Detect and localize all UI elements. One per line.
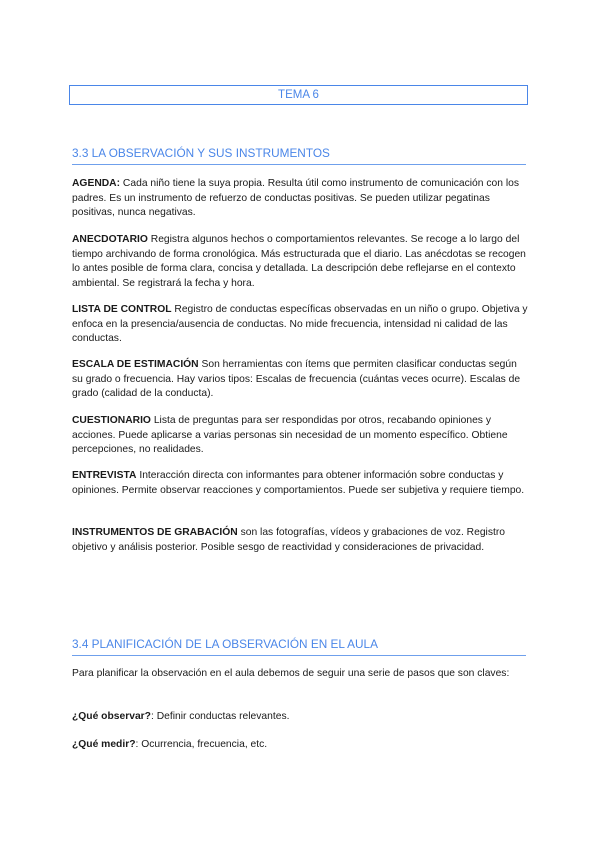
- section-heading-planificacion: 3.4 PLANIFICACIÓN DE LA OBSERVACIÓN EN EL AULA: [72, 636, 526, 656]
- term-instrumentos-grabacion: INSTRUMENTOS DE GRABACIÓN: [72, 527, 238, 538]
- desc-lista-control: Registro de conductas específicas observadas en un niño o grupo. Objetiva y enfoca en la presencia/ausencia de conductas. No mide frecuencia, intensidad ni calidad de las conductas.: [72, 304, 528, 345]
- section-heading-observation: 3.3 LA OBSERVACIÓN Y SUS INSTRUMENTOS: [72, 145, 526, 165]
- item-cuestionario: [72, 414, 528, 458]
- term-agenda: AGENDA:: [72, 178, 121, 189]
- planificacion-intro: Para planificar la observación en el aula debemos de seguir una serie de pasos que son claves:: [72, 668, 510, 679]
- term-cuestionario: CUESTIONARIO: [72, 415, 151, 426]
- item-que-observar: [72, 710, 528, 725]
- item-agenda: [72, 177, 528, 221]
- item-que-medir: [72, 738, 528, 753]
- item-entrevista: [72, 469, 528, 498]
- term-anecdotario: ANECDOTARIO: [72, 234, 148, 245]
- term-entrevista: ENTREVISTA: [72, 470, 137, 481]
- desc-agenda: Cada niño tiene la suya propia. Resulta útil como instrumento de comunicación con los padres. Es un instrumento de refuerzo de conductas positivas. Se pueden utilizar pegatinas positivas, nunca negativas.: [72, 178, 520, 219]
- term-que-medir: ¿Qué medir?: [72, 739, 136, 750]
- item-anecdotario: [72, 233, 528, 292]
- term-escala-estimacion: ESCALA DE ESTIMACIÓN: [72, 359, 199, 370]
- term-lista-control: LISTA DE CONTROL: [72, 304, 172, 315]
- desc-instrumentos-grabacion: son las fotografías, vídeos y grabaciones de voz. Registro objetivo y análisis posterior. Posible sesgo de reactividad y consideraciones de privacidad.: [72, 527, 506, 553]
- desc-que-observar: : Definir conductas relevantes.: [150, 711, 290, 722]
- desc-que-medir: : Ocurrencia, frecuencia, etc.: [135, 739, 268, 750]
- item-escala-estimacion: [72, 358, 528, 402]
- desc-escala-estimacion: Son herramientas con ítems que permiten clasificar conductas según su grado o frecuencia. Hay varios tipos: Escalas de frecuencia (cuántas veces ocurre). Escalas de grado (calidad de la conducta).: [72, 359, 521, 400]
- desc-entrevista: Interacción directa con informantes para obtener información sobre conductas y opiniones. Permite observar reacciones y comportamientos. Puede ser subjetiva y requiere tiempo.: [72, 470, 525, 496]
- page-title: TEMA 6: [69, 85, 528, 105]
- item-lista-control: [72, 303, 528, 347]
- desc-anecdotario: Registra algunos hechos o comportamientos relevantes. Se recoge a lo largo del tiempo archivando de forma cronológica. Más estructurada que el diario. Las anécdotas se recogen lo antes posible de forma clara, concisa y detallada. La descripción debe reflejarse en el contexto ambiental. Se registrará la fecha y hora.: [72, 234, 526, 290]
- term-que-observar: ¿Qué observar?: [72, 711, 151, 722]
- desc-cuestionario: Lista de preguntas para ser respondidas por otros, recabando opiniones y acciones. Puede aplicarse a varias personas sin necesidad de un momento específico. Obtiene percepciones, no realidades.: [72, 415, 508, 456]
- item-instrumentos-grabacion: [72, 526, 528, 555]
